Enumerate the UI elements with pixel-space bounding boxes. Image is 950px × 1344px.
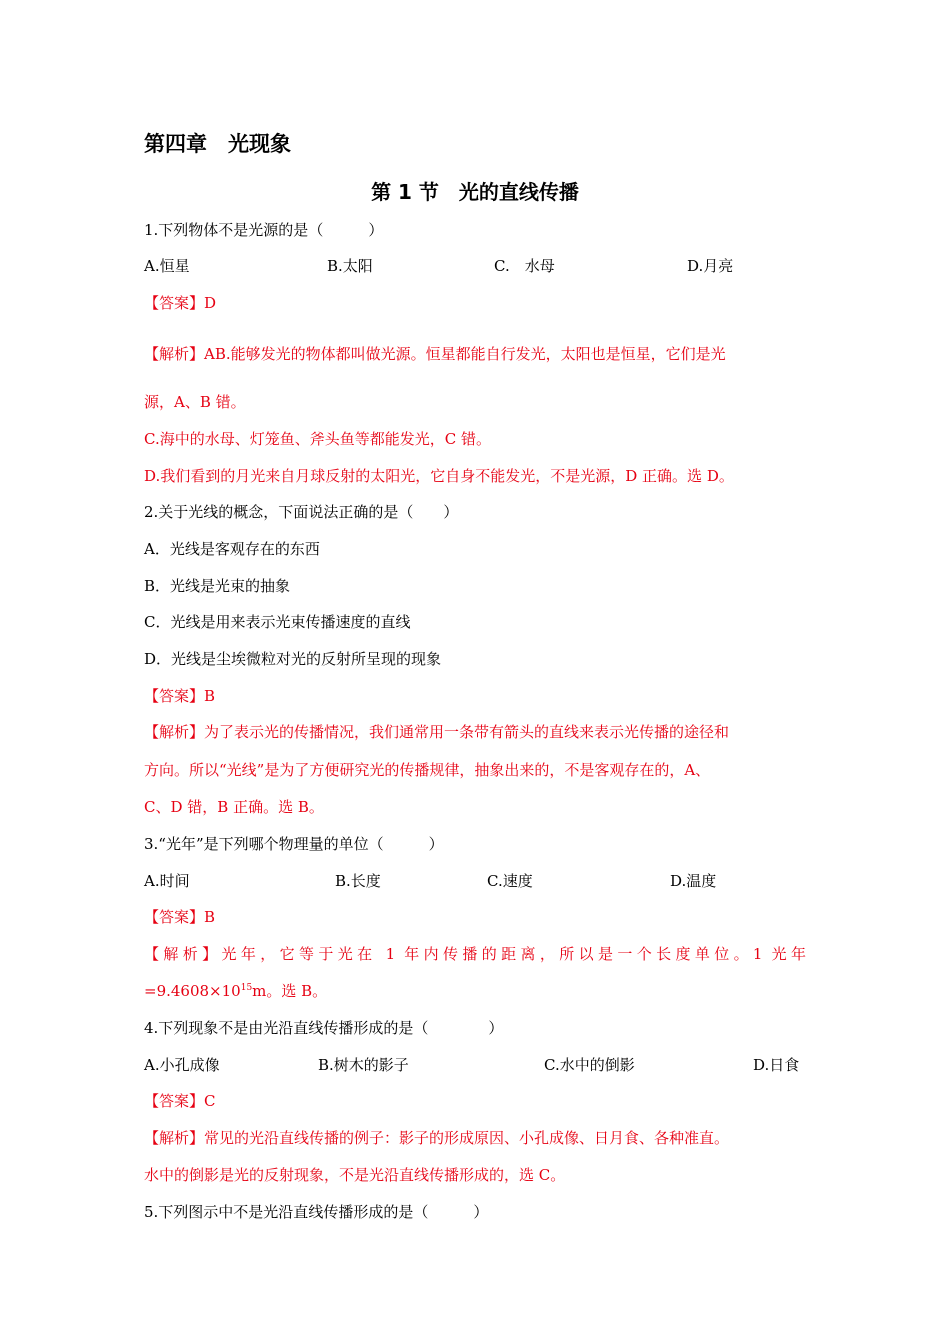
question-3-analysis-line-2	[144, 981, 327, 1001]
question-5-stem: 5.下列图示中不是光沿直线传播形成的是（ ）	[144, 1203, 489, 1221]
question-3-answer: 【答案】B	[144, 908, 216, 926]
light-year-exponent: 15	[240, 983, 253, 993]
question-2-option-c: C．光线是用来表示光束传播速度的直线	[144, 613, 411, 631]
question-1-option-a: A.恒星	[144, 257, 190, 275]
section-title: 第 1 节 光的直线传播	[371, 180, 579, 204]
question-2-stem: 2.关于光线的概念，下面说法正确的是（ ）	[144, 503, 459, 521]
question-2-analysis-line-1: 【解析】为了表示光的传播情况，我们通常用一条带有箭头的直线来表示光传播的途径和	[144, 723, 730, 741]
question-2-analysis-line-2: 方向。所以“光线”是为了方便研究光的传播规律，抽象出来的，不是客观存在的，A、	[144, 761, 711, 779]
question-2-option-d: D．光线是尘埃微粒对光的反射所呈现的现象	[144, 650, 442, 668]
question-2-option-b: B．光线是光束的抽象	[144, 577, 291, 595]
question-4-analysis-line-2: 水中的倒影是光的反射现象，不是光沿直线传播形成的，选 C。	[144, 1166, 566, 1184]
light-year-value: =9.4608×10	[144, 982, 241, 1000]
question-1-option-b: B.太阳	[327, 257, 373, 275]
question-4-analysis-line-1: 【解析】常见的光沿直线传播的例子：影子的形成原因、小孔成像、日月食、各种准直。	[144, 1129, 730, 1147]
chapter-title: 第四章 光现象	[144, 132, 291, 156]
question-1-answer: 【答案】D	[144, 294, 217, 312]
question-1-analysis-line-4: D.我们看到的月光来自月球反射的太阳光，它自身不能发光，不是光源，D 正确。选 D。	[144, 467, 734, 485]
question-3-option-a: A.时间	[144, 872, 190, 890]
question-2-answer: 【答案】B	[144, 687, 216, 705]
question-4-option-a: A.小孔成像	[144, 1056, 220, 1074]
question-1-analysis-line-2: 源，A、B 错。	[144, 393, 246, 411]
question-3-option-b: B.长度	[335, 872, 381, 890]
question-3-option-c: C.速度	[487, 872, 533, 890]
question-1-stem: 1.下列物体不是光源的是（ ）	[144, 221, 384, 239]
question-3-option-d: D.温度	[670, 872, 717, 890]
question-1-analysis-line-3: C.海中的水母、灯笼鱼、斧头鱼等都能发光，C 错。	[144, 430, 491, 448]
question-4-option-c: C.水中的倒影	[544, 1056, 635, 1074]
question-3-stem: 3.“光年”是下列哪个物理量的单位（ ）	[144, 835, 444, 853]
question-4-stem: 4.下列现象不是由光沿直线传播形成的是（ ）	[144, 1019, 504, 1037]
question-4-option-d: D.日食	[753, 1056, 800, 1074]
question-1-option-d: D.月亮	[687, 257, 734, 275]
light-year-unit: m。选 B。	[252, 982, 328, 1000]
question-2-option-a: A．光线是客观存在的东西	[144, 540, 320, 558]
question-4-option-b: B.树木的影子	[318, 1056, 409, 1074]
question-2-analysis-line-3: C、D 错，B 正确。选 B。	[144, 798, 324, 816]
question-3-analysis-line-1: 【解析】光年，它等于光在 1 年内传播的距离，所以是一个长度单位。1 光年	[144, 945, 806, 963]
question-1-option-c: C. 水母	[494, 257, 555, 275]
question-1-analysis-line-1: 【解析】AB.能够发光的物体都叫做光源。恒星都能自行发光，太阳也是恒星，它们是光	[144, 345, 726, 363]
question-4-answer: 【答案】C	[144, 1092, 216, 1110]
